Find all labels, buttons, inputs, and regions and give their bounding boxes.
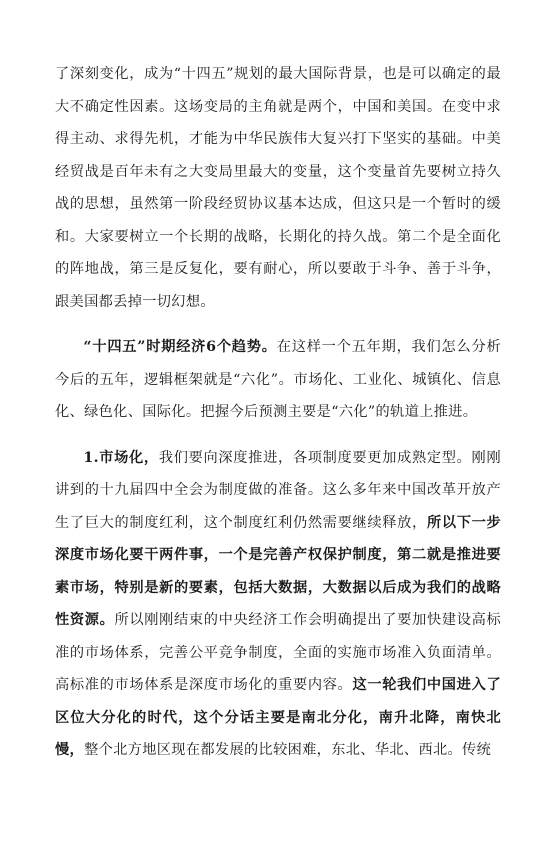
text-run: 所以刚刚结束的中央经济工作会明确提出了要加快建设高标准的市场体系，完善公平竞争制度，全面的实施市场准入负面清单。高标准的市场体系是深度市场化的重要内容。	[55, 612, 501, 693]
text-run: 在这样一个五年期，我们怎么分析今后的五年，逻辑框架就是“六化”。市场化、工业化、城镇化、信息化、绿色化、国际化。把握今后预测主要是“六化”的轨道上推进。	[55, 339, 501, 420]
text-run: 了深刻变化，成为“十四五”规划的最大国际背景，也是可以确定的最大不确定性因素。这场变局的主角就是两个，中国和美国。在变中求得主动、求得先机，才能为中华民族伟大复兴打下坚实的基础。中美经贸战是百年未有之大变局里最大的变量，这个变量首先要树立持久战的思想，虽然第一阶段经贸协议基本达成，但这只是一个暂时的缓和。大家要树立一个长期的战略，长期化的持久战。第二个是全面化的阵地战，第三是反复化，要有耐心，所以要敢于斗争、善于斗争，跟美国都丢掉一切幻想。	[55, 66, 501, 310]
text-run: 我们要向深度推进，各项制度要更加成熟定型。刚刚讲到的十九届四中全会为制度做的准备。这么多年来中国改革开放产生了巨大的制度红利，这个制度红利仍然需要继续释放，	[55, 449, 501, 531]
heading-marketization: 1.市场化，	[83, 449, 159, 466]
text-run-bold: 所以下一步深度市场化要干两件事，一个是完善产权保护制度，第二就是推进要素市场，特别是新的要素，包括大数据，大数据以后成为我们的战略性资源。	[55, 514, 501, 628]
heading-six-trends: “十四五”时期经济6个趋势。	[83, 339, 277, 355]
paragraph-six-trends	[55, 331, 501, 429]
paragraph-international-background	[55, 58, 501, 318]
paragraph-marketization	[55, 442, 501, 767]
text-run-bold: 这一轮我们中国进入了区位大分化的时代，这个分话主要是南北分化，南升北降，南快北慢，	[55, 677, 501, 758]
body-text	[55, 58, 501, 767]
text-run: 整个北方地区现在都发展的比较困难，东北、华北、西北。传统	[84, 742, 492, 758]
